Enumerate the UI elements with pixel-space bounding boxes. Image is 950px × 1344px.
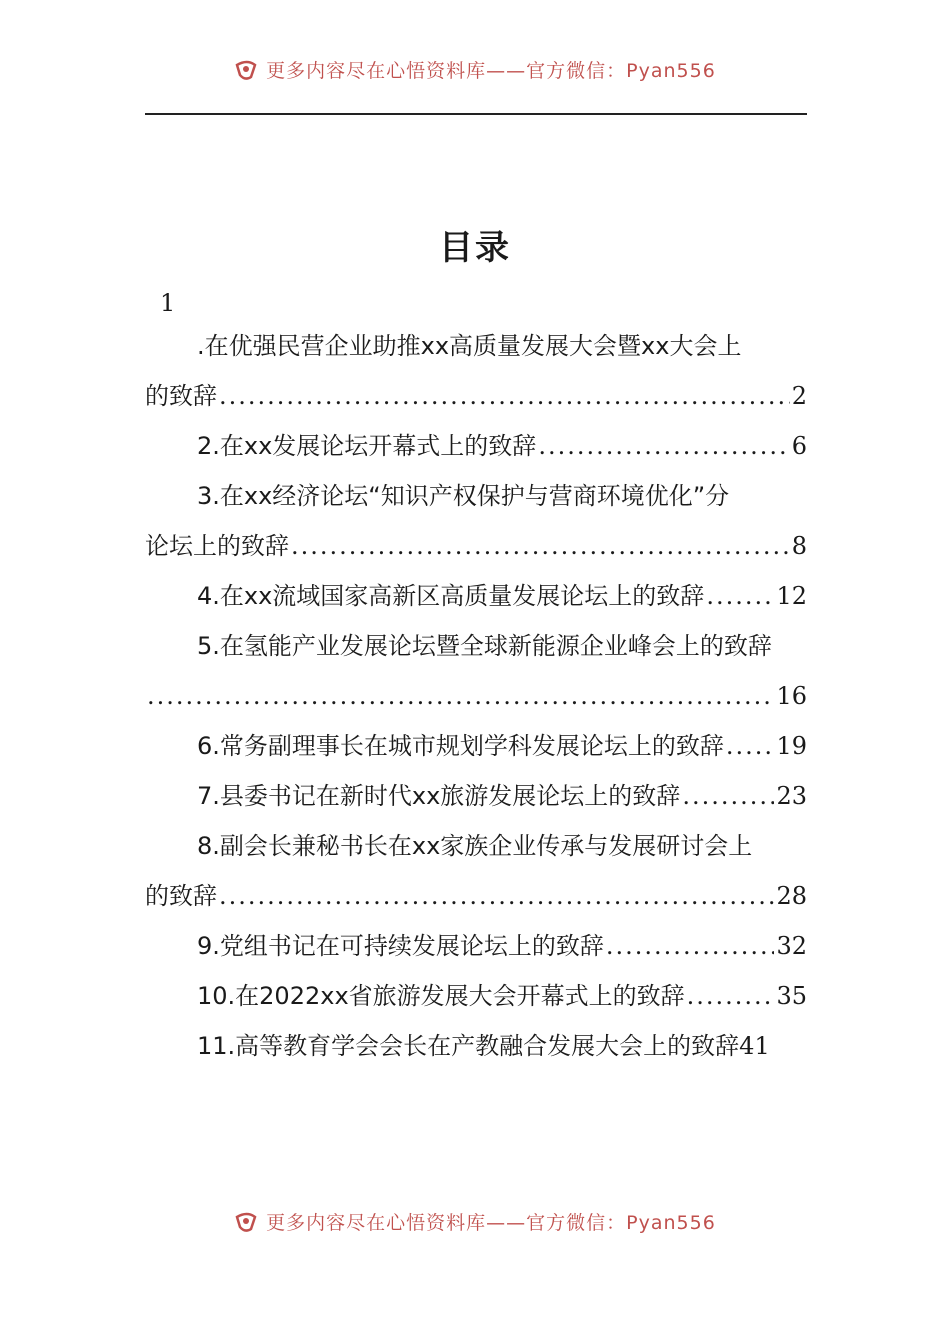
toc-entry-title-cont: 的致辞 (145, 382, 217, 410)
toc-entry-9[interactable] (145, 921, 807, 971)
toc-entry-1[interactable] (145, 321, 807, 421)
toc-page-number: 12 (776, 582, 807, 610)
logo-icon (234, 59, 260, 81)
toc-entry-6[interactable] (145, 721, 807, 771)
header-watermark-text: 更多内容尽在心悟资料库——官方微信：Pyan556 (266, 60, 716, 82)
leader-dots (706, 571, 774, 621)
leader-dots (291, 521, 790, 571)
leader-dots (538, 421, 789, 471)
header-rule (145, 113, 807, 115)
toc-page-number: 2 (791, 382, 807, 410)
toc-page-number: 41 (739, 1032, 770, 1060)
header-watermark (0, 56, 950, 83)
toc-page-number: 6 (791, 432, 807, 460)
toc-entry-4[interactable] (145, 571, 807, 621)
toc-entry-title-cont: 的致辞 (145, 882, 217, 910)
toc-entry-title-cont: 论坛上的致辞 (145, 532, 289, 560)
leader-dots (219, 371, 790, 421)
first-number: 1 (160, 289, 176, 317)
toc-entry-2[interactable] (145, 421, 807, 471)
footer-watermark (0, 1208, 950, 1235)
toc-entry-title: 7.县委书记在新时代xx旅游发展论坛上的致辞 (197, 782, 681, 810)
toc-entry-7[interactable] (145, 771, 807, 821)
toc-entry-title: 6.常务副理事长在城市规划学科发展论坛上的致辞 (197, 732, 724, 760)
leader-dots (219, 871, 774, 921)
toc-page-number: 23 (776, 782, 807, 810)
toc-entry-title: 11.高等教育学会会长在产教融合发展大会上的致辞 (197, 1032, 740, 1060)
toc-entry-title: 4.在xx流域国家高新区高质量发展论坛上的致辞 (197, 582, 705, 610)
toc-page-number: 8 (791, 532, 807, 560)
toc-entry-title: .在优强民营企业助推xx高质量发展大会暨xx大会上 (197, 332, 742, 360)
leader-dots (726, 721, 775, 771)
leader-dots (682, 771, 774, 821)
toc-entry-title: 10.在2022xx省旅游发展大会开幕式上的致辞 (197, 982, 685, 1010)
toc-page-number: 32 (776, 932, 807, 960)
toc-entry-11[interactable] (145, 1021, 807, 1071)
page-title: 目录 (439, 228, 511, 268)
toc-entry-title: 9.党组书记在可持续发展论坛上的致辞 (197, 932, 604, 960)
toc-page-number: 35 (776, 982, 807, 1010)
toc-entry-3[interactable] (145, 471, 807, 571)
toc-page-number: 28 (776, 882, 807, 910)
toc-entry-10[interactable] (145, 971, 807, 1021)
toc-entry-5[interactable] (145, 621, 807, 721)
toc-page-number: 16 (776, 682, 807, 710)
toc-entry-title: 2.在xx发展论坛开幕式上的致辞 (197, 432, 537, 460)
toc-page-number: 19 (776, 732, 807, 760)
logo-icon (234, 1211, 260, 1233)
footer-watermark-text: 更多内容尽在心悟资料库——官方微信：Pyan556 (266, 1212, 716, 1234)
toc-entry-title: 3.在xx经济论坛“知识产权保护与营商环境优化”分 (197, 482, 730, 510)
leader-dots (687, 971, 775, 1021)
leader-dots (606, 921, 775, 971)
toc-entry-title: 8.副会长兼秘书长在xx家族企业传承与发展研讨会上 (197, 832, 753, 860)
toc-entry-title: 5.在氢能产业发展论坛暨全球新能源企业峰会上的致辞 (197, 632, 772, 660)
toc-entry-8[interactable] (145, 821, 807, 921)
leader-dots (147, 671, 774, 721)
